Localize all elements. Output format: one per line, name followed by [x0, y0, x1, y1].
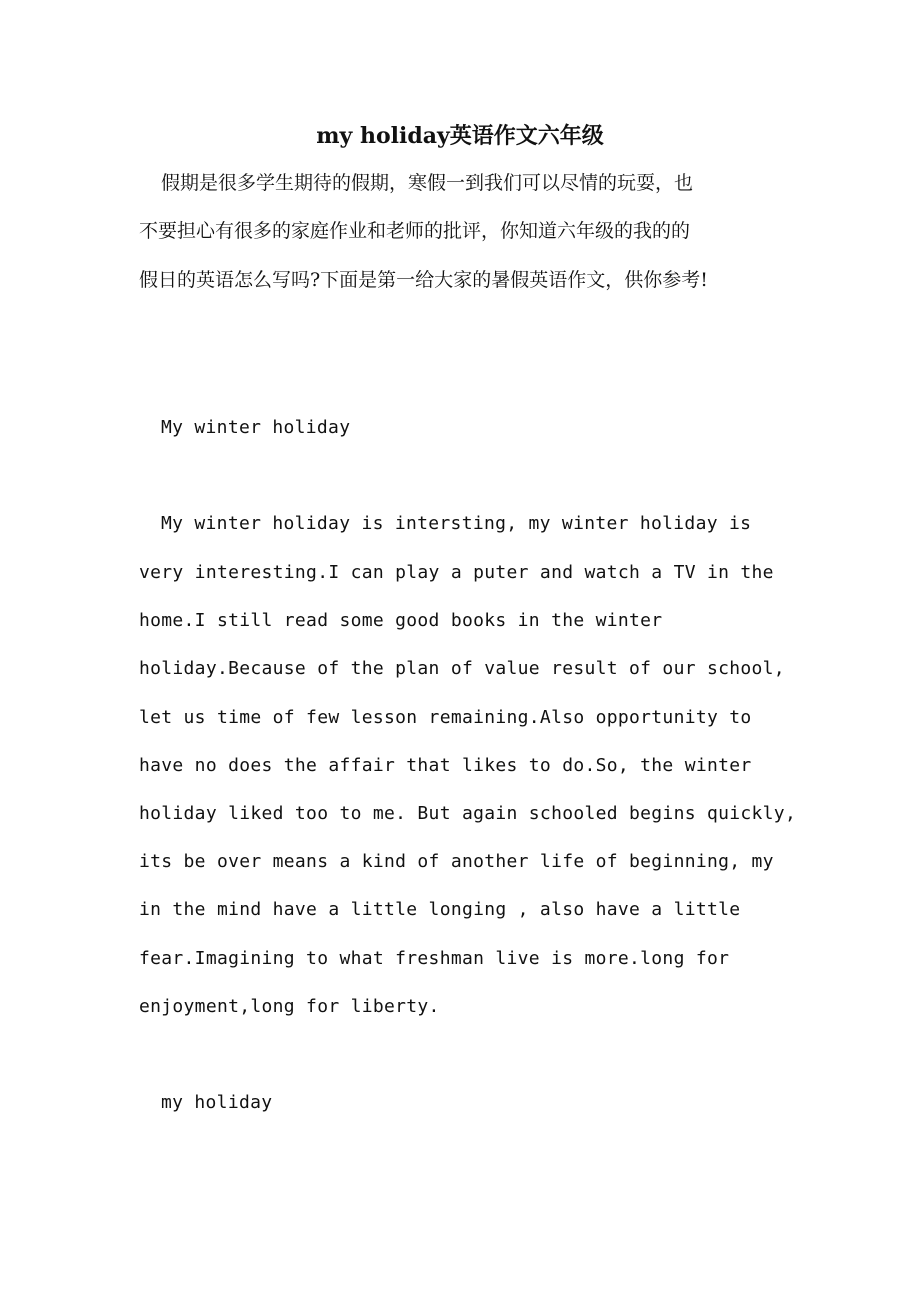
- paragraph-line: let us time of few lesson remaining.Also opportunity to: [139, 707, 752, 728]
- paragraph-line: holiday.Because of the plan of value result of our school,: [139, 658, 785, 679]
- paragraph-line: have no does the affair that likes to do.So, the winter: [139, 755, 752, 776]
- intro-line: 假日的英语怎么写吗?下面是第一给大家的暑假英语作文，供你参考!: [139, 269, 708, 291]
- paragraph-line: My winter holiday is intersting, my winter holiday is: [161, 513, 752, 534]
- intro-line: 不要担心有很多的家庭作业和老师的批评，你知道六年级的我的的: [139, 220, 691, 242]
- paragraph-line: home.I still read some good books in the winter: [139, 610, 663, 631]
- section-heading: my holiday: [161, 1092, 273, 1113]
- intro-line: 假期是很多学生期待的假期，寒假一到我们可以尽情的玩耍，也: [161, 172, 694, 194]
- paragraph-line: holiday liked too to me. But again schooled begins quickly,: [139, 803, 797, 824]
- paragraph-line: its be over means a kind of another life of beginning, my: [139, 851, 774, 872]
- paragraph-line: enjoyment,long for liberty.: [139, 996, 440, 1017]
- paragraph-line: fear.Imagining to what freshman live is more.long for: [139, 948, 730, 969]
- document-title: my holiday英语作文六年级: [316, 123, 604, 149]
- section-heading: My winter holiday: [161, 417, 351, 438]
- paragraph-line: in the mind have a little longing , also have a little: [139, 899, 741, 920]
- paragraph-line: very interesting.I can play a puter and watch a TV in the: [139, 562, 774, 583]
